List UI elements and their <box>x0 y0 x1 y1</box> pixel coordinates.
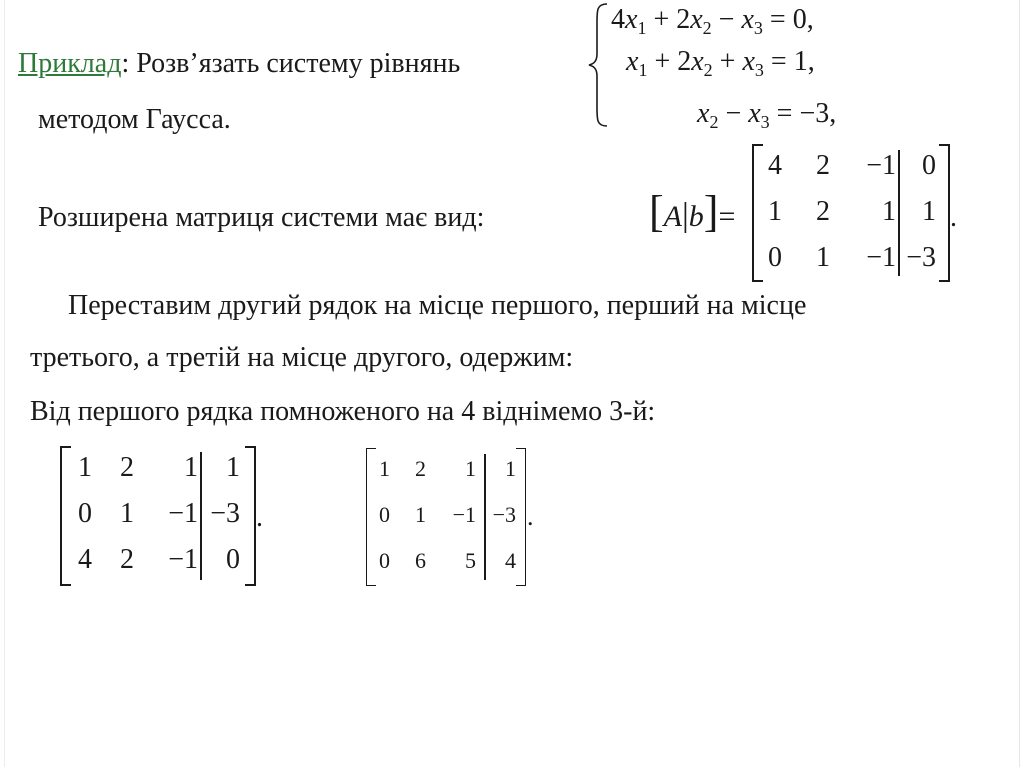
reduced-matrix-period: . <box>527 502 534 531</box>
matrix-cell: 0 <box>226 544 240 575</box>
equation-2: $x_1 + 2x_2 + x_3 = 1$, <box>626 46 815 80</box>
augmented-matrix-period: . <box>950 202 957 233</box>
matrix-cell: 0 <box>768 242 782 273</box>
matrix-cell: 1 <box>415 502 426 527</box>
example-statement <box>18 48 460 80</box>
matrix-cell: −1 <box>866 150 896 181</box>
matrix-cell: 5 <box>465 548 476 573</box>
example-task: : Розв’язать систему рівнянь <box>121 48 461 79</box>
augmented-matrix-text: Розширена матриця системи має вид: <box>38 202 485 233</box>
matrix-cell: 0 <box>379 502 390 527</box>
augment-divider <box>484 454 486 580</box>
matrix-cell: −3 <box>210 498 240 529</box>
reduced-matrix <box>366 448 526 586</box>
matrix-cell: 1 <box>226 452 240 483</box>
matrix-cell: 2 <box>816 150 830 181</box>
permuted-matrix <box>60 446 256 586</box>
matrix-cell: 4 <box>768 150 782 181</box>
matrix-cell: 0 <box>922 150 936 181</box>
matrix-cell: 1 <box>505 456 516 481</box>
matrix-right-bracket <box>939 144 950 282</box>
system-brace <box>587 0 609 130</box>
augment-divider <box>200 452 202 580</box>
paragraph-line-1: Переставим другий рядок на місце першого, перший на місце <box>68 290 807 321</box>
matrix-cell: 2 <box>415 456 426 481</box>
matrix-cell: 0 <box>379 548 390 573</box>
augmented-matrix <box>752 144 950 282</box>
matrix-cell: −3 <box>492 502 516 527</box>
matrix-cell: 1 <box>922 196 936 227</box>
slide-border-left <box>4 0 5 767</box>
matrix-cell: −1 <box>168 544 198 575</box>
matrix-cell: −3 <box>906 242 936 273</box>
matrix-cell: 1 <box>882 196 896 227</box>
matrix-cell: −1 <box>452 502 476 527</box>
matrix-cell: 1 <box>78 452 92 483</box>
matrix-cell: 1 <box>816 242 830 273</box>
matrix-cell: 6 <box>415 548 426 573</box>
matrix-cell: 1 <box>184 452 198 483</box>
matrix-cell: 1 <box>120 498 134 529</box>
augmented-lhs: [A|b]= <box>649 187 736 236</box>
permuted-matrix-period: . <box>256 502 263 533</box>
matrix-cell: −1 <box>866 242 896 273</box>
matrix-left-bracket <box>366 448 376 586</box>
matrix-cell: −1 <box>168 498 198 529</box>
matrix-right-bracket <box>245 446 256 586</box>
equation-1: $4x_1 + 2x_2 - x_3 = 0$, <box>611 4 814 38</box>
matrix-left-bracket <box>60 446 71 586</box>
paragraph-line-2: третього, а третій на місце другого, одержим: <box>30 342 574 373</box>
example-label: Приклад <box>18 48 122 79</box>
matrix-cell: 2 <box>816 196 830 227</box>
paragraph-line-3: Від першого рядка помноженого на 4 віднімемо 3-й: <box>30 396 656 427</box>
equation-3: $x_2 - x_3 = -3$, <box>697 98 837 132</box>
matrix-cell: 4 <box>505 548 516 573</box>
matrix-cell: 1 <box>768 196 782 227</box>
matrix-cell: 1 <box>379 456 390 481</box>
matrix-cell: 0 <box>78 498 92 529</box>
example-method: методом Гаусса. <box>38 104 231 135</box>
matrix-right-bracket <box>516 448 526 586</box>
matrix-cell: 2 <box>120 544 134 575</box>
slide-border-right <box>1019 0 1020 767</box>
augment-divider <box>898 150 900 276</box>
matrix-cell: 4 <box>78 544 92 575</box>
matrix-cell: 2 <box>120 452 134 483</box>
matrix-cell: 1 <box>465 456 476 481</box>
matrix-left-bracket <box>752 144 763 282</box>
